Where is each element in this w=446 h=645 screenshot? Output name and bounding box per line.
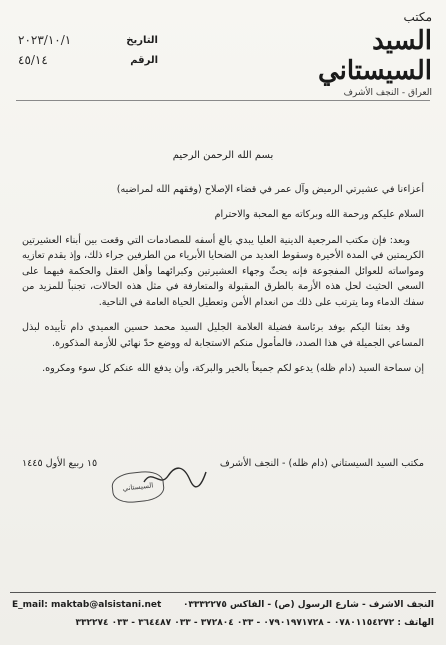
footer-address: النجف الاشرف - شارع الرسول (ص) - الفاكس ٠٣٣٣٢٢٧٥ (182, 600, 434, 610)
ref-label: الرقم (130, 54, 158, 66)
basmala: بسم الله الرحمن الرحيم (172, 150, 274, 161)
closing-sender: مكتب السيد السيستاني (دام ظله) - النجف الأشرف (219, 458, 424, 469)
letter-body (22, 148, 424, 387)
letterhead-office: مكتب (403, 10, 432, 24)
stamp-text: السيستاني (122, 481, 154, 493)
footer-divider (10, 592, 436, 593)
ref-value: ٤٥/١٤ (18, 53, 48, 67)
date-value: ٢٠٢٣/١٠/١ (18, 33, 72, 47)
greeting: السلام عليكم ورحمة الله وبركاته مع المحبة والاحترام (214, 209, 424, 220)
office-stamp (111, 469, 166, 504)
letter-meta (18, 30, 158, 70)
paragraph-1: وبعد: فإن مكتب المرجعية الدينية العليا يبدي بالغ أسفه للمصادمات التي وقعت بين أبناء العشيرتين الكريمتين في المدة الأخيرة وسقوط العديد من الضحايا الأبرياء من الطرفين جراء ذلك، وإذ يقدم تعازيه ومواساته للعوائل المفجوعة فإنه يحثّ وجهاء العشيرتين وكبرائهما وأهل العقل والحكمة فيهما على السعي الحثيث لحل هذه الأزمة بالطرق المقبولة والمتعارفة في مثل هذه الحالات، تجنباً للمزيد من سفك الدماء وما يترتب على ذلك من انعدام الأمن وتعطيل الحياة العامة في الناحية. (22, 234, 424, 308)
header-divider (16, 100, 430, 101)
signature-row (22, 458, 424, 469)
letterhead-name: السيد السيستاني (317, 26, 432, 86)
addressee: أعزاءنا في عشيرتي الرميض وآل عمر في قضاء الإصلاح (وفقهم الله لمراضيه) (116, 183, 424, 195)
ref-row (18, 50, 158, 70)
footer-contact (12, 597, 434, 613)
footer-email[interactable]: E_mail: maktab@alsistani.net (12, 600, 162, 610)
letterhead-subtitle: العراق - النجف الأشرف (343, 88, 432, 98)
letterhead (262, 10, 432, 98)
date-row (18, 30, 158, 50)
paragraph-3: إن سماحة السيد (دام ظله) يدعو لكم جميعاً بالخير والبركة، وأن يدفع الله عنكم كل سوء ومكروه. (42, 363, 424, 374)
closing-date: ١٥ ربيع الأول ١٤٤٥ (22, 458, 98, 469)
paragraph-2: وقد بعثنا اليكم بوفد برئاسة فضيلة العلامة الجليل السيد محمد حسين العميدي دام تأييده لبذل المساعي الجميلة في هذا الصدد، فالمأمول منكم الاستجابة له ووضع حدّ نهائي للأزمة المذكورة. (22, 322, 424, 349)
date-label: التاريخ (126, 34, 158, 46)
footer-phones: الهاتف : ٠٧٨٠١١٥٤٢٧٢ - ٠٧٩٠١٩٧١٧٢٨ - ٠٣٣ ٣٧٢٨٠٤ - ٠٣٣ ٣٦٤٤٨٧ - ٠٣٣ ٣٣٢٢٧٤ (75, 618, 434, 628)
